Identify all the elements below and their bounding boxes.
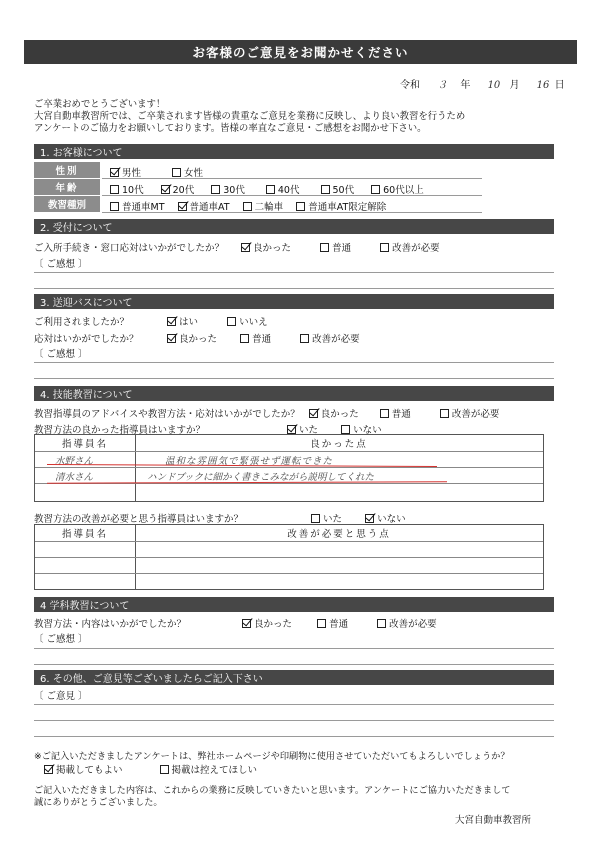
section-4-header: 4. 技能教習について [34,386,554,401]
reception-option-needs-improvement[interactable]: 改善が必要 [380,240,440,254]
good-instructor-table [34,434,544,502]
section-1-header: 1. お客様について [34,144,554,159]
checkbox-icon[interactable] [296,202,305,211]
age-option-30s[interactable]: 30代 [211,182,245,196]
comment-line[interactable] [34,378,554,379]
closing-line-2: 誠にありがとうございました。 [34,797,163,808]
bus-service-option-good[interactable]: 良かった [167,331,217,345]
good-point-header: 良かった点 [310,439,368,450]
checkbox-icon[interactable] [440,409,449,418]
bus-usage-row [34,314,268,328]
improve-instructor-table [34,524,544,590]
intro-text [34,99,465,135]
bus-service-question: 応対はいかがでしたか？ [34,334,139,345]
good-instructor-option-yes[interactable]: いた [287,422,318,436]
checkbox-icon[interactable] [172,168,181,177]
instructor-name-header: 指導員名 [61,439,108,450]
bus-service-option-needs-improvement[interactable]: 改善が必要 [300,331,360,345]
lecture-option-needs-improvement[interactable]: 改善が必要 [377,616,437,630]
checkbox-icon[interactable] [377,619,386,628]
school-signature: 大宮自動車教習所 [455,815,532,826]
reception-question-row [34,240,440,254]
bus-comment-label: 〔 ご感想 〕 [34,349,88,360]
table-row-name[interactable]: 清水さん [55,472,94,483]
lecture-option-good[interactable]: 良かった [242,616,292,630]
month-value[interactable]: 10 [487,80,501,91]
bus-service-option-normal[interactable]: 普通 [240,331,271,345]
bus-service-row [34,331,360,345]
era-label: 令和 [400,80,420,91]
day-value[interactable]: 16 [536,80,550,91]
skill-advice-row [34,406,499,420]
improve-instructor-option-no[interactable]: いない [365,511,406,525]
skill-advice-option-normal[interactable]: 普通 [380,406,411,420]
checkbox-icon[interactable] [240,334,249,343]
course-option-at-limit-removal[interactable]: 普通車AT限定解除 [296,199,386,213]
section-2-header: 2. 受付について [34,219,554,234]
checkbox-checked-icon[interactable] [167,334,176,343]
checkbox-checked-icon[interactable] [287,425,296,434]
checkbox-icon[interactable] [300,334,309,343]
age-option-50s[interactable]: 50代 [321,182,355,196]
customer-info-grid [34,162,554,212]
checkbox-icon[interactable] [243,202,252,211]
reception-option-normal[interactable]: 普通 [320,240,351,254]
lecture-question: 教習方法・内容はいかがでしたか？ [34,619,187,630]
bus-usage-option-no[interactable]: いいえ [227,314,268,328]
checkbox-icon[interactable] [227,317,236,326]
date-line [400,76,565,91]
opinion-comment-label: 〔 ご意見 〕 [34,691,88,702]
checkbox-icon[interactable] [320,243,329,252]
gender-option-male[interactable]: 男性 [110,165,141,179]
checkbox-checked-icon[interactable] [241,243,250,252]
table-row-name[interactable]: 水野さん [55,456,94,467]
publish-options [44,762,257,776]
course-option-at[interactable]: 普通車AT [178,199,230,213]
checkbox-checked-icon[interactable] [365,514,374,523]
publish-option-decline[interactable]: 掲載は控えてほしい [160,762,258,776]
section-5-header: 4 学科教習について [34,597,554,612]
lecture-comment-label: 〔 ご感想 〕 [34,634,88,645]
checkbox-icon[interactable] [110,202,119,211]
comment-line[interactable] [34,664,554,665]
checkbox-icon[interactable] [211,185,220,194]
checkbox-icon[interactable] [160,765,169,774]
gender-option-female[interactable]: 女性 [172,165,203,179]
comment-line[interactable] [34,648,554,649]
day-unit: 日 [554,80,565,91]
checkbox-icon[interactable] [317,619,326,628]
comment-line[interactable] [34,288,554,289]
checkbox-checked-icon[interactable] [167,317,176,326]
checkbox-icon[interactable] [110,185,119,194]
page-title: お客様のご意見をお聞かせください [24,40,577,64]
comment-line[interactable] [34,272,554,273]
bus-usage-option-yes[interactable]: はい [167,314,198,328]
checkbox-icon[interactable] [380,409,389,418]
gender-label: 性別 [34,162,100,178]
age-label: 年齢 [34,179,100,195]
reception-option-good[interactable]: 良かった [241,240,291,254]
age-option-20s[interactable]: 20代 [161,182,195,196]
lecture-option-normal[interactable]: 普通 [317,616,348,630]
table-row-point[interactable]: ハンドブックに細かく書きこみながら説明してくれた [147,472,375,483]
course-option-mt[interactable]: 普通車MT [110,199,165,213]
publish-option-allow[interactable]: 掲載してもよい [44,762,123,776]
gender-options [110,165,203,179]
improve-instructor-question: 教習方法の改善が必要と思う指導員はいますか？ [34,514,244,525]
lecture-question-row [34,616,437,630]
reception-question: ご入所手続き・窓口応対はいかがでしたか？ [34,243,225,254]
comment-line[interactable] [34,362,554,363]
checkbox-checked-icon[interactable] [44,765,53,774]
section-6-header: 6. その他、ご意見等ございましたらご記入下さい [34,670,554,685]
skill-advice-option-needs-improvement[interactable]: 改善が必要 [440,406,500,420]
good-instructor-option-no[interactable]: いない [341,422,382,436]
checkbox-checked-icon[interactable] [309,409,318,418]
skill-advice-question: 教習指導員のアドバイスや教習方法・応対はいかがでしたか？ [34,409,300,420]
checkbox-checked-icon[interactable] [178,202,187,211]
checkbox-icon[interactable] [311,514,320,523]
month-unit: 月 [509,80,520,91]
table-row-point[interactable]: 温和な雰囲気で緊張せず運転できた [165,456,334,467]
comment-line[interactable] [34,720,554,721]
checkbox-icon[interactable] [380,243,389,252]
checkbox-checked-icon[interactable] [161,185,170,194]
checkbox-icon[interactable] [341,425,350,434]
improve-instructor-option-yes[interactable]: いた [311,511,342,525]
course-label: 教習種別 [34,196,100,212]
intro-line-1: ご卒業おめでとうございます！ [34,99,166,110]
section-3-header: 3. 送迎バスについて [34,294,554,309]
closing-line-1: ご記入いただきました内容は、これからの業務に反映していきたいと思います。アンケートにご協力いただきまして [34,785,511,796]
checkbox-checked-icon[interactable] [242,619,251,628]
course-options [110,199,386,213]
closing-text [34,785,510,809]
age-option-10s[interactable]: 10代 [110,182,144,196]
checkbox-icon[interactable] [321,185,330,194]
year-value[interactable]: ３ [437,80,448,91]
age-option-60s-plus[interactable]: 60代以上 [371,182,424,196]
intro-line-2: 大宮自動車教習所では、ご卒業されます皆様の貴重なご意見を業務に反映し、より良い教習を行うため [34,111,466,122]
intro-line-3: アンケートのご協力をお願いしております。皆様の率直なご意見・ご感想をお聞かせ下さい。 [34,123,427,134]
age-options [110,182,424,196]
year-unit: 年 [460,80,471,91]
instructor-name-header: 指導員名 [61,529,108,540]
good-instructor-question: 教習方法の良かった指導員はいますか？ [34,425,206,436]
improvement-point-header: 改善が必要と思う点 [287,529,391,540]
reception-comment-label: 〔 ご感想 〕 [34,259,88,270]
course-option-motorcycle[interactable]: 二輪車 [243,199,284,213]
improve-instructor-row [34,511,406,525]
skill-advice-option-good[interactable]: 良かった [309,406,359,420]
age-option-40s[interactable]: 40代 [266,182,300,196]
comment-line[interactable] [34,704,554,705]
bus-usage-question: ご利用されましたか？ [34,317,130,328]
checkbox-icon[interactable] [371,185,380,194]
checkbox-icon[interactable] [266,185,275,194]
publish-note: ※ご記入いただきましたアンケートは、弊社ホームページや印刷物に使用させていただいてもよろしいでしょうか？ [34,751,510,762]
comment-line[interactable] [34,736,554,737]
checkbox-checked-icon[interactable] [110,168,119,177]
